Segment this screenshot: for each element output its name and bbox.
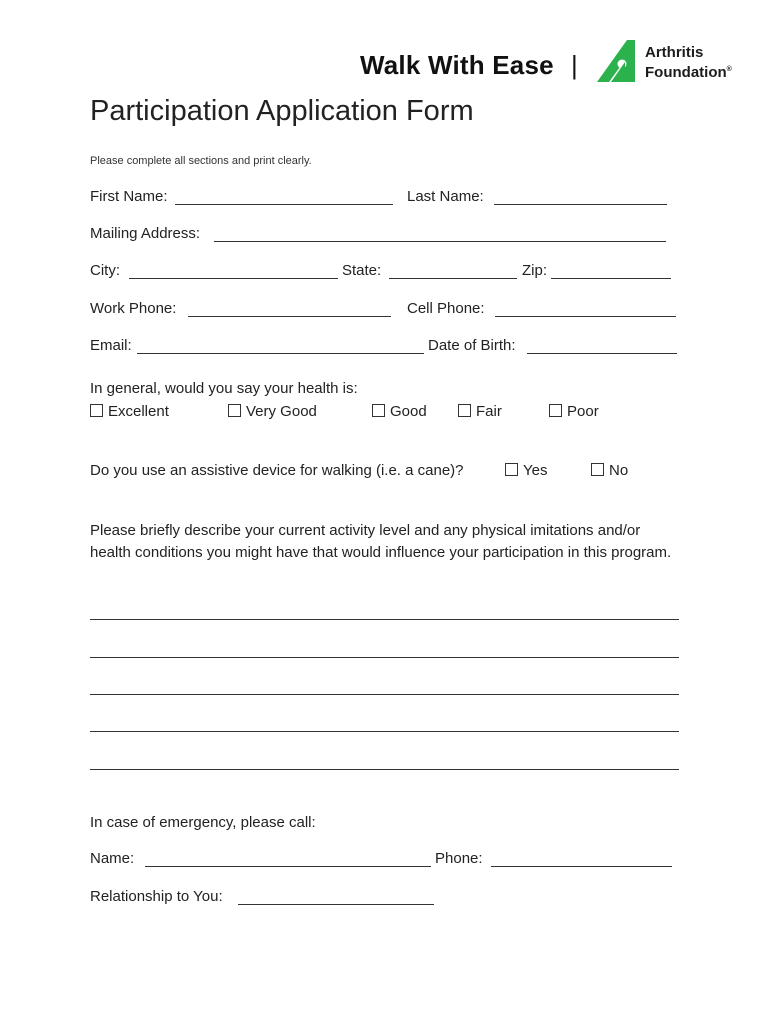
state-field[interactable] [389, 278, 517, 279]
emergency-heading: In case of emergency, please call: [90, 814, 316, 831]
program-title: Walk With Ease [360, 50, 554, 80]
form-instructions: Please complete all sections and print clearly. [90, 155, 312, 167]
checkbox-icon [372, 404, 385, 417]
relationship-label: Relationship to You: [90, 888, 223, 905]
device-option-label: No [609, 462, 629, 479]
email-label: Email: [90, 337, 132, 354]
activity-answer-line-5[interactable] [90, 769, 679, 770]
cell-phone-field[interactable] [495, 316, 676, 317]
activity-answer-line-1[interactable] [90, 619, 679, 620]
emergency-phone-field[interactable] [491, 866, 672, 867]
city-label: City: [90, 262, 120, 279]
cell-phone-label: Cell Phone: [407, 300, 485, 317]
first-name-label: First Name: [90, 188, 168, 205]
health-option-label: Excellent [108, 403, 169, 420]
checkbox-icon [228, 404, 241, 417]
health-question: In general, would you say your health is: [90, 380, 358, 397]
form-title: Participation Application Form [90, 95, 474, 127]
emergency-name-label: Name: [90, 850, 135, 867]
logo-wordmark [645, 44, 732, 81]
zip-label: Zip: [522, 262, 548, 279]
checkbox-icon [90, 404, 103, 417]
dob-field[interactable] [527, 353, 677, 354]
checkbox-icon [549, 404, 562, 417]
health-option-label: Very Good [246, 403, 317, 420]
last-name-label: Last Name: [407, 188, 484, 205]
health-option-very-good[interactable] [228, 403, 317, 420]
state-label: State: [342, 262, 382, 279]
dob-label: Date of Birth: [428, 337, 516, 354]
header-separator: | [571, 50, 578, 80]
health-option-label: Good [390, 403, 427, 420]
zip-field[interactable] [551, 278, 671, 279]
logo-line-1: Arthritis [645, 44, 704, 61]
first-name-field[interactable] [175, 204, 393, 205]
health-option-poor[interactable] [549, 403, 599, 420]
activity-prompt: Please briefly describe your current activity level and any physical imitations and/or health conditions you might have that would influence your participation in this program. [90, 522, 672, 561]
logo-line-2: Foundation [645, 64, 727, 81]
checkbox-icon [591, 463, 604, 476]
mailing-address-field[interactable] [214, 241, 666, 242]
device-question: Do you use an assistive device for walking (i.e. a cane)? [90, 462, 464, 479]
email-field[interactable] [137, 353, 424, 354]
health-option-label: Fair [476, 403, 502, 420]
checkbox-icon [458, 404, 471, 417]
work-phone-label: Work Phone: [90, 300, 177, 317]
device-option-label: Yes [523, 462, 548, 479]
activity-answer-line-4[interactable] [90, 731, 679, 732]
health-option-fair[interactable] [458, 403, 502, 420]
device-option-yes[interactable] [505, 462, 547, 479]
health-option-excellent[interactable] [90, 403, 169, 420]
mailing-address-label: Mailing Address: [90, 225, 201, 242]
relationship-field[interactable] [238, 904, 434, 905]
health-option-good[interactable] [372, 403, 427, 420]
city-field[interactable] [129, 278, 338, 279]
work-phone-field[interactable] [188, 316, 391, 317]
registered-mark: ® [726, 66, 732, 73]
emergency-phone-label: Phone: [435, 850, 483, 867]
device-option-no[interactable] [591, 462, 628, 479]
arthritis-foundation-logo [597, 40, 742, 84]
checkbox-icon [505, 463, 518, 476]
activity-answer-line-3[interactable] [90, 694, 679, 695]
activity-answer-line-2[interactable] [90, 657, 679, 658]
last-name-field[interactable] [494, 204, 667, 205]
logo-mark-icon [597, 40, 641, 82]
health-option-label: Poor [567, 403, 599, 420]
emergency-name-field[interactable] [145, 866, 431, 867]
